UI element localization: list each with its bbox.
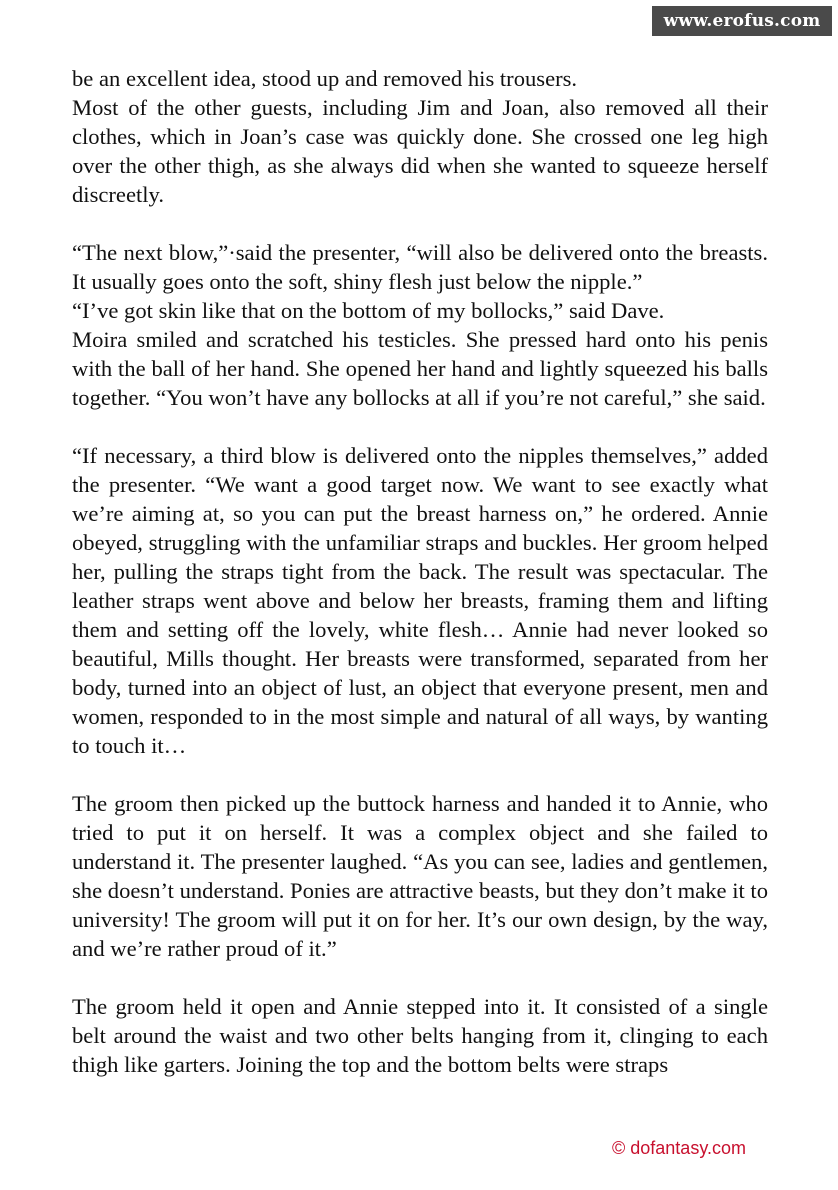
footer-credit: © dofantasy.com [612,1138,746,1158]
paragraph-4: The groom then picked up the buttock harness and handed it to Annie, who tried to put it on herself. It was a complex object and she failed to understand it. The presenter laughed. “As you can see, ladies and gentlemen, she doesn’t understand. Ponies are attractive beasts, but they don’t make it to university! The groom will put it on for her. It’s our own design, by the way, and we’re rather proud of it.” [72,791,768,961]
paragraph-1: be an excellent idea, stood up and removed his trousers. Most of the other guests, including Jim and Joan, also removed all their clothes, which in Joan’s case was quickly done. She crossed one leg high over the other thigh, as she always did when she wanted to squeeze herself discreetly. [72,66,768,207]
paragraph-3: “If necessary, a third blow is delivered onto the nipples themselves,” added the presenter. “We want a good target now. We want to see exactly what we’re aiming at, so you can put the breast harness on,” he ordered. Annie obeyed, struggling with the unfamiliar straps and buckles. Her groom helped her, pulling the straps tight from the back. The result was spectacular. The leather straps went above and below her breasts, framing them and lifting them and setting off the lovely, white flesh… Annie had never looked so beautiful, Mills thought. Her breasts were transformed, separated from her body, turned into an object of lust, an object that everyone present, men and women, responded to in the most simple and natural of all ways, by wanting to touch it… [72,443,768,758]
site-watermark: www.erofus.com [652,6,832,36]
paragraph-5: The groom held it open and Annie stepped into it. It consisted of a single belt around the waist and two other belts hanging from it, clinging to each thigh like garters. Joining the top and the bottom belts were straps [72,994,768,1077]
text-page [72,64,768,1108]
paragraph-2: “The next blow,”·said the presenter, “will also be delivered onto the breasts. It usually goes onto the soft, shiny flesh just below the nipple.” “I’ve got skin like that on the bottom of my bollocks,” said Dave. Moira smiled and scratched his testicles. She pressed hard onto his penis with the ball of her hand. She opened her hand and lightly squeezed his balls together. “You won’t have any bollocks at all if you’re not careful,” she said. [72,240,768,410]
